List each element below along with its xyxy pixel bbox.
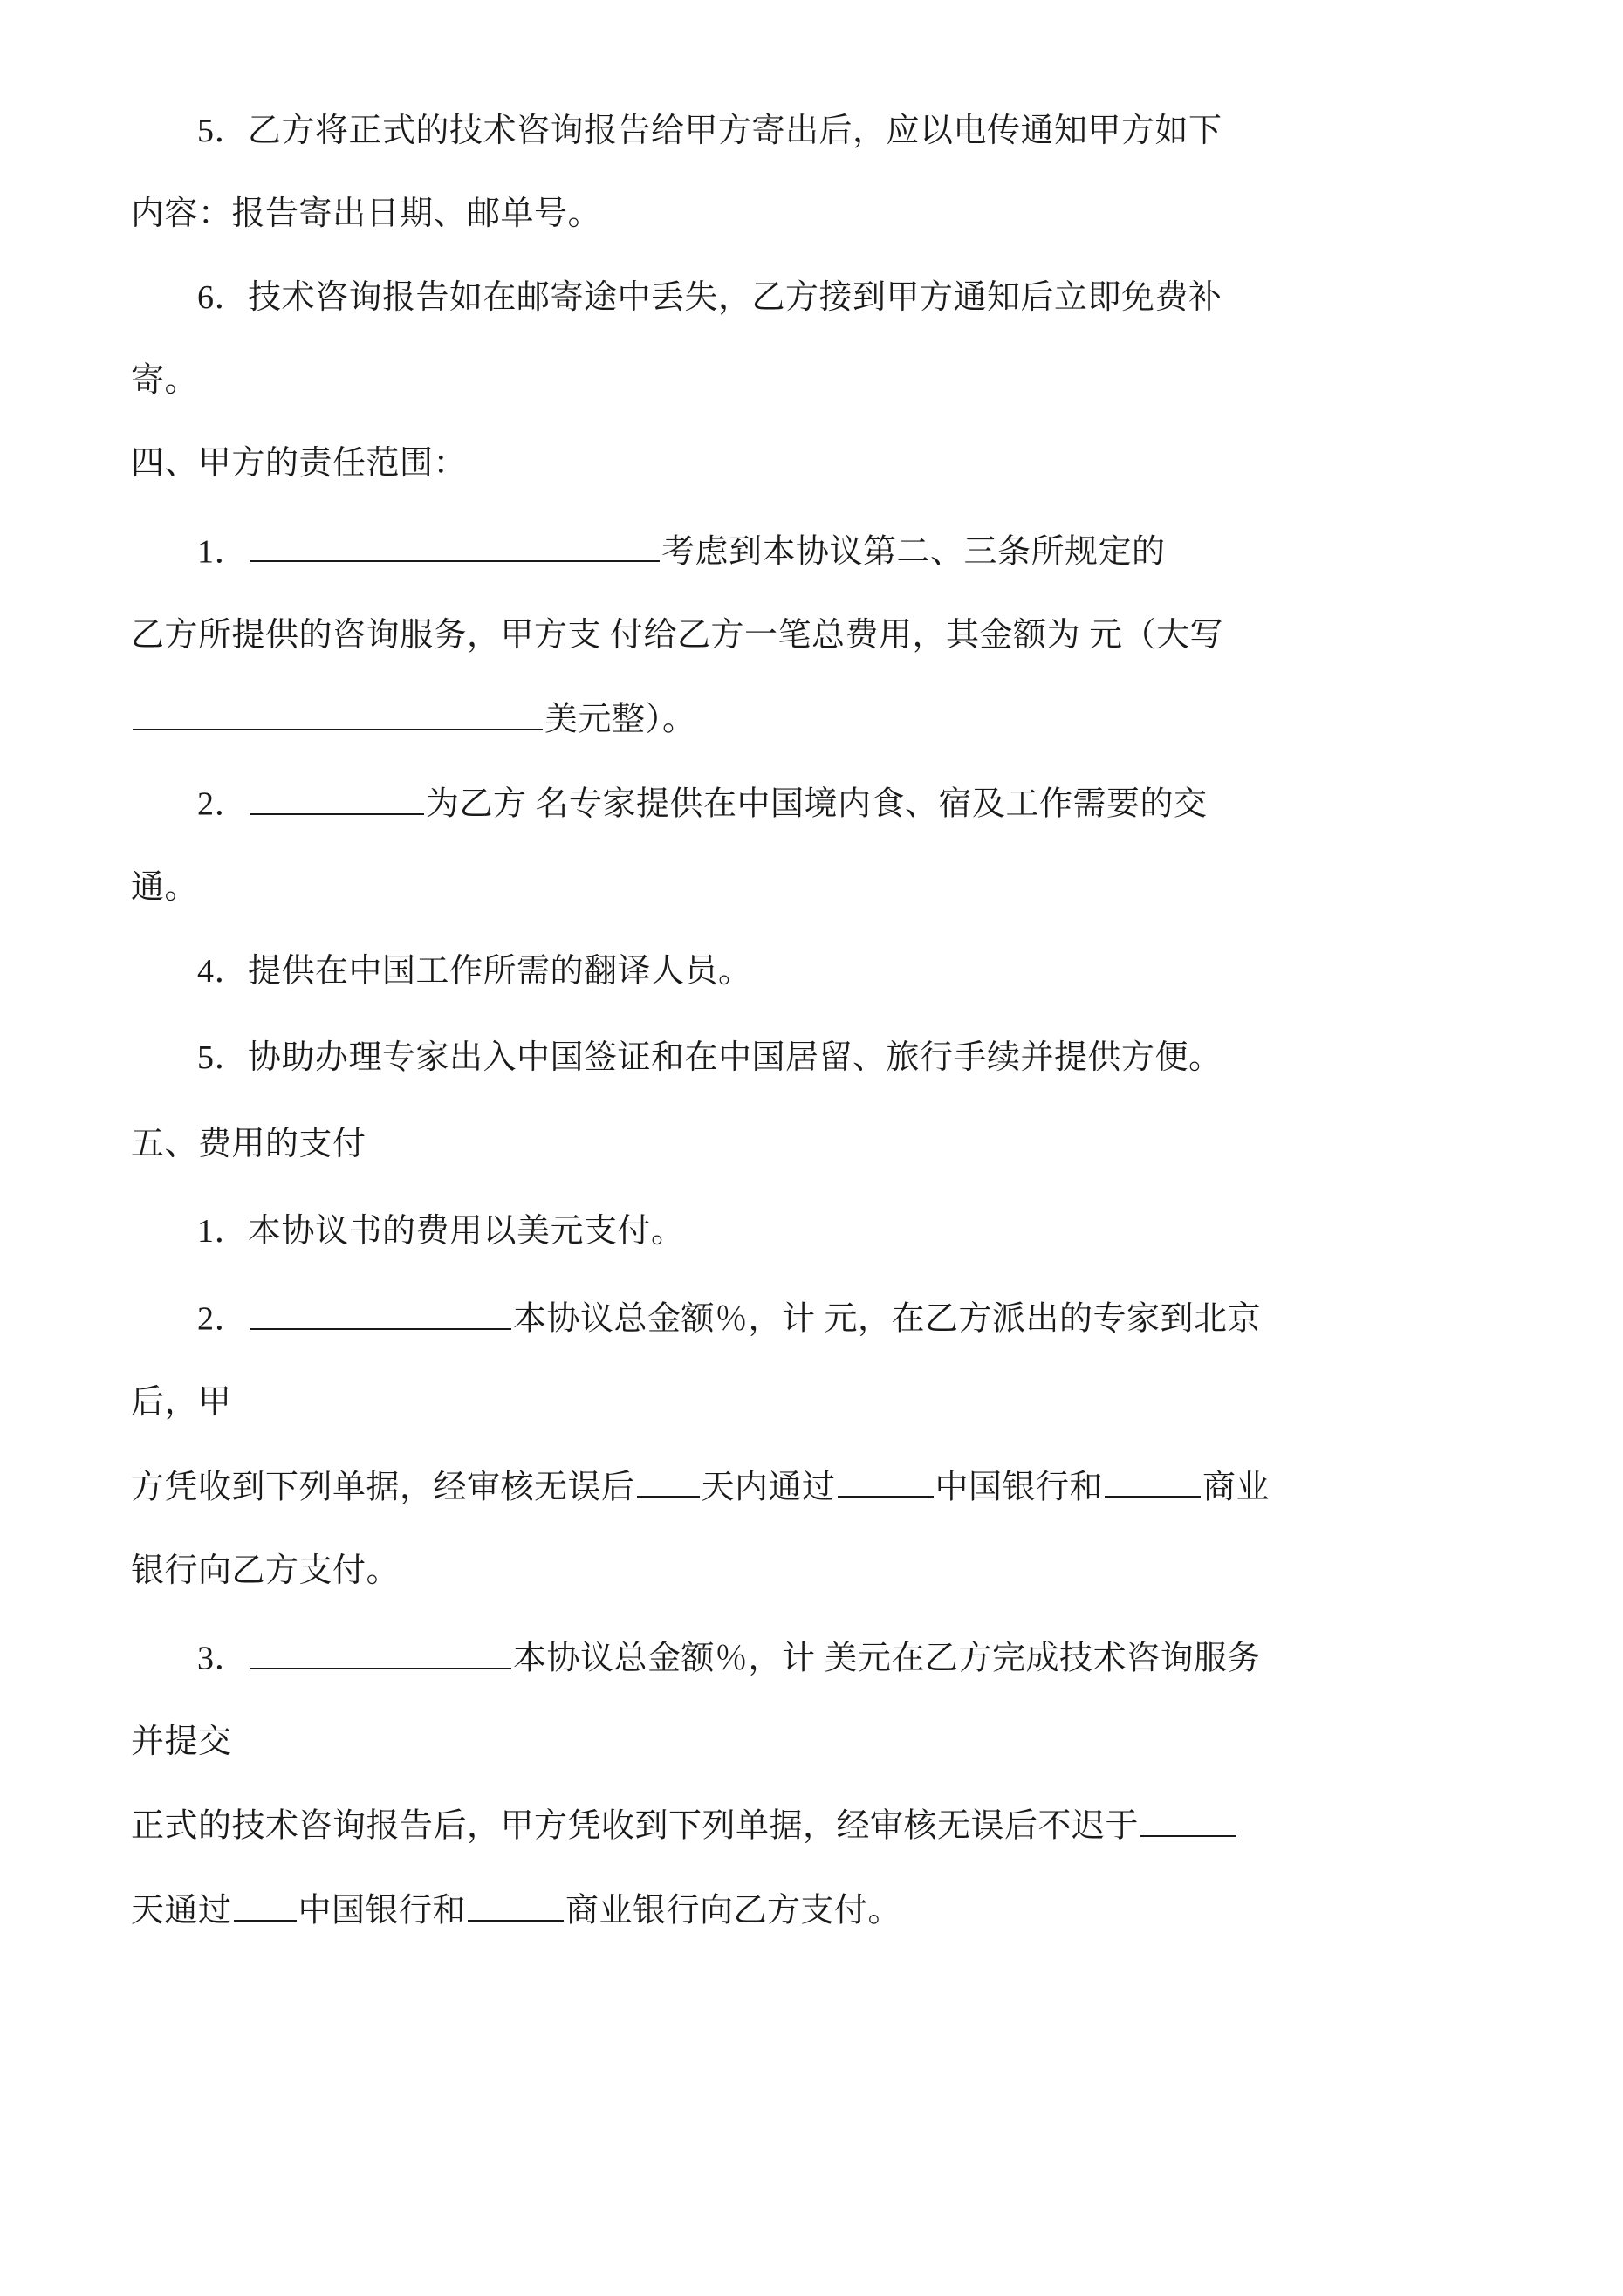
paragraph-6-lost-mail — [131, 270, 1492, 326]
item-1-number: 1． — [197, 533, 249, 571]
item-1-text-c: 美元整）。 — [544, 701, 696, 738]
fill-blank-line[interactable] — [1140, 1797, 1236, 1837]
section-five-item-3-line3 — [131, 1797, 1492, 1855]
item-2-text-a: 为乙方 名专家提供在中国境内食、宿及工作需要的交 — [426, 785, 1208, 823]
section-five-item-2-line2 — [131, 1374, 1492, 1431]
payment-item-2-text-b: 后，甲 — [131, 1384, 232, 1422]
payment-item-1-text: 1．本协议书的费用以美元支付。 — [197, 1212, 685, 1250]
section-four-item-1 — [131, 523, 1492, 581]
paragraph-5-line2: 内容：报告寄出日期、邮单号。 — [131, 195, 602, 233]
payment-item-3-text-b: 并提交 — [131, 1723, 232, 1760]
section-four-item-5 — [131, 1030, 1492, 1086]
payment-item-2-text-c2: 天内通过 — [701, 1469, 836, 1506]
section-five-title: 五、费用的支付 — [131, 1126, 366, 1163]
payment-item-3-text-d3: 商业银行向乙方支付。 — [565, 1893, 902, 1930]
fill-blank-line[interactable] — [637, 1458, 700, 1498]
fill-blank-line[interactable] — [468, 1881, 564, 1922]
payment-item-2-number: 2． — [197, 1300, 249, 1338]
section-five-item-1 — [131, 1203, 1492, 1260]
section-four-item-1-amount-line — [131, 690, 1492, 749]
payment-item-2-text-c3: 中国银行和 — [935, 1469, 1104, 1506]
section-four-item-2-continued — [131, 860, 1492, 916]
fill-blank-line[interactable] — [1105, 1458, 1201, 1498]
item-4-text: 4．提供在中国工作所需的翻译人员。 — [197, 952, 752, 990]
section-four-item-4 — [131, 943, 1492, 1000]
fill-blank-line[interactable] — [838, 1458, 934, 1498]
item-2-number: 2． — [197, 785, 249, 823]
section-five-item-3 — [131, 1629, 1492, 1688]
payment-item-2-text-a: 本协议总金额％，计 元，在乙方派出的专家到北京 — [513, 1300, 1262, 1338]
section-heading-four — [131, 435, 1492, 492]
fill-blank-line[interactable] — [250, 523, 660, 563]
fill-blank-line[interactable] — [234, 1881, 297, 1922]
payment-item-3-text-d2: 中国银行和 — [298, 1893, 467, 1930]
item-5-text: 5．协助办理专家出入中国签证和在中国居留、旅行手续并提供方便。 — [197, 1039, 1222, 1077]
item-1-text-a: 考虑到本协议第二、三条所规定的 — [661, 533, 1166, 571]
document-body — [131, 103, 1492, 1940]
fill-blank-line[interactable] — [250, 1629, 511, 1669]
section-four-item-2 — [131, 775, 1492, 833]
paragraph-5-notice — [131, 103, 1492, 160]
fill-blank-line[interactable] — [250, 1290, 511, 1330]
paragraph-6-line2: 寄。 — [131, 362, 199, 400]
paragraph-6-continued — [131, 353, 1492, 409]
section-five-item-3-line2 — [131, 1714, 1492, 1771]
section-five-item-2 — [131, 1290, 1492, 1348]
payment-item-3-text-d1: 天通过 — [131, 1893, 232, 1930]
section-five-item-3-line4 — [131, 1881, 1492, 1940]
payment-item-2-text-d: 银行向乙方支付。 — [131, 1552, 401, 1589]
section-five-item-2-line4 — [131, 1543, 1492, 1600]
section-heading-five — [131, 1116, 1492, 1173]
payment-item-3-text-c1: 正式的技术咨询报告后，甲方凭收到下列单据，经审核无误后不迟于 — [131, 1808, 1140, 1845]
payment-item-2-text-c4: 商业 — [1202, 1469, 1270, 1506]
item-1-text-b: 乙方所提供的咨询服务，甲方支 付给乙方一笔总费用，其金额为 元（大写 — [131, 616, 1224, 654]
fill-blank-line[interactable] — [250, 775, 424, 815]
paragraph-5-line1: 5．乙方将正式的技术咨询报告给甲方寄出后，应以电传通知甲方如下 — [197, 113, 1222, 149]
section-four-item-1-continued — [131, 607, 1492, 664]
fill-blank-line[interactable] — [133, 690, 543, 730]
section-four-title: 四、甲方的责任范围： — [131, 445, 468, 483]
payment-item-3-text-a: 本协议总金额％，计 美元在乙方完成技术咨询服务 — [513, 1640, 1262, 1677]
paragraph-6-line1: 6．技术咨询报告如在邮寄途中丢失，乙方接到甲方通知后立即免费补 — [197, 278, 1222, 316]
item-2-text-b: 通。 — [131, 869, 199, 907]
section-five-item-2-line3 — [131, 1458, 1492, 1517]
payment-item-3-number: 3． — [197, 1640, 249, 1677]
payment-item-2-text-c1: 方凭收到下列单据，经审核无误后 — [131, 1469, 635, 1506]
paragraph-5-continued — [131, 186, 1492, 243]
